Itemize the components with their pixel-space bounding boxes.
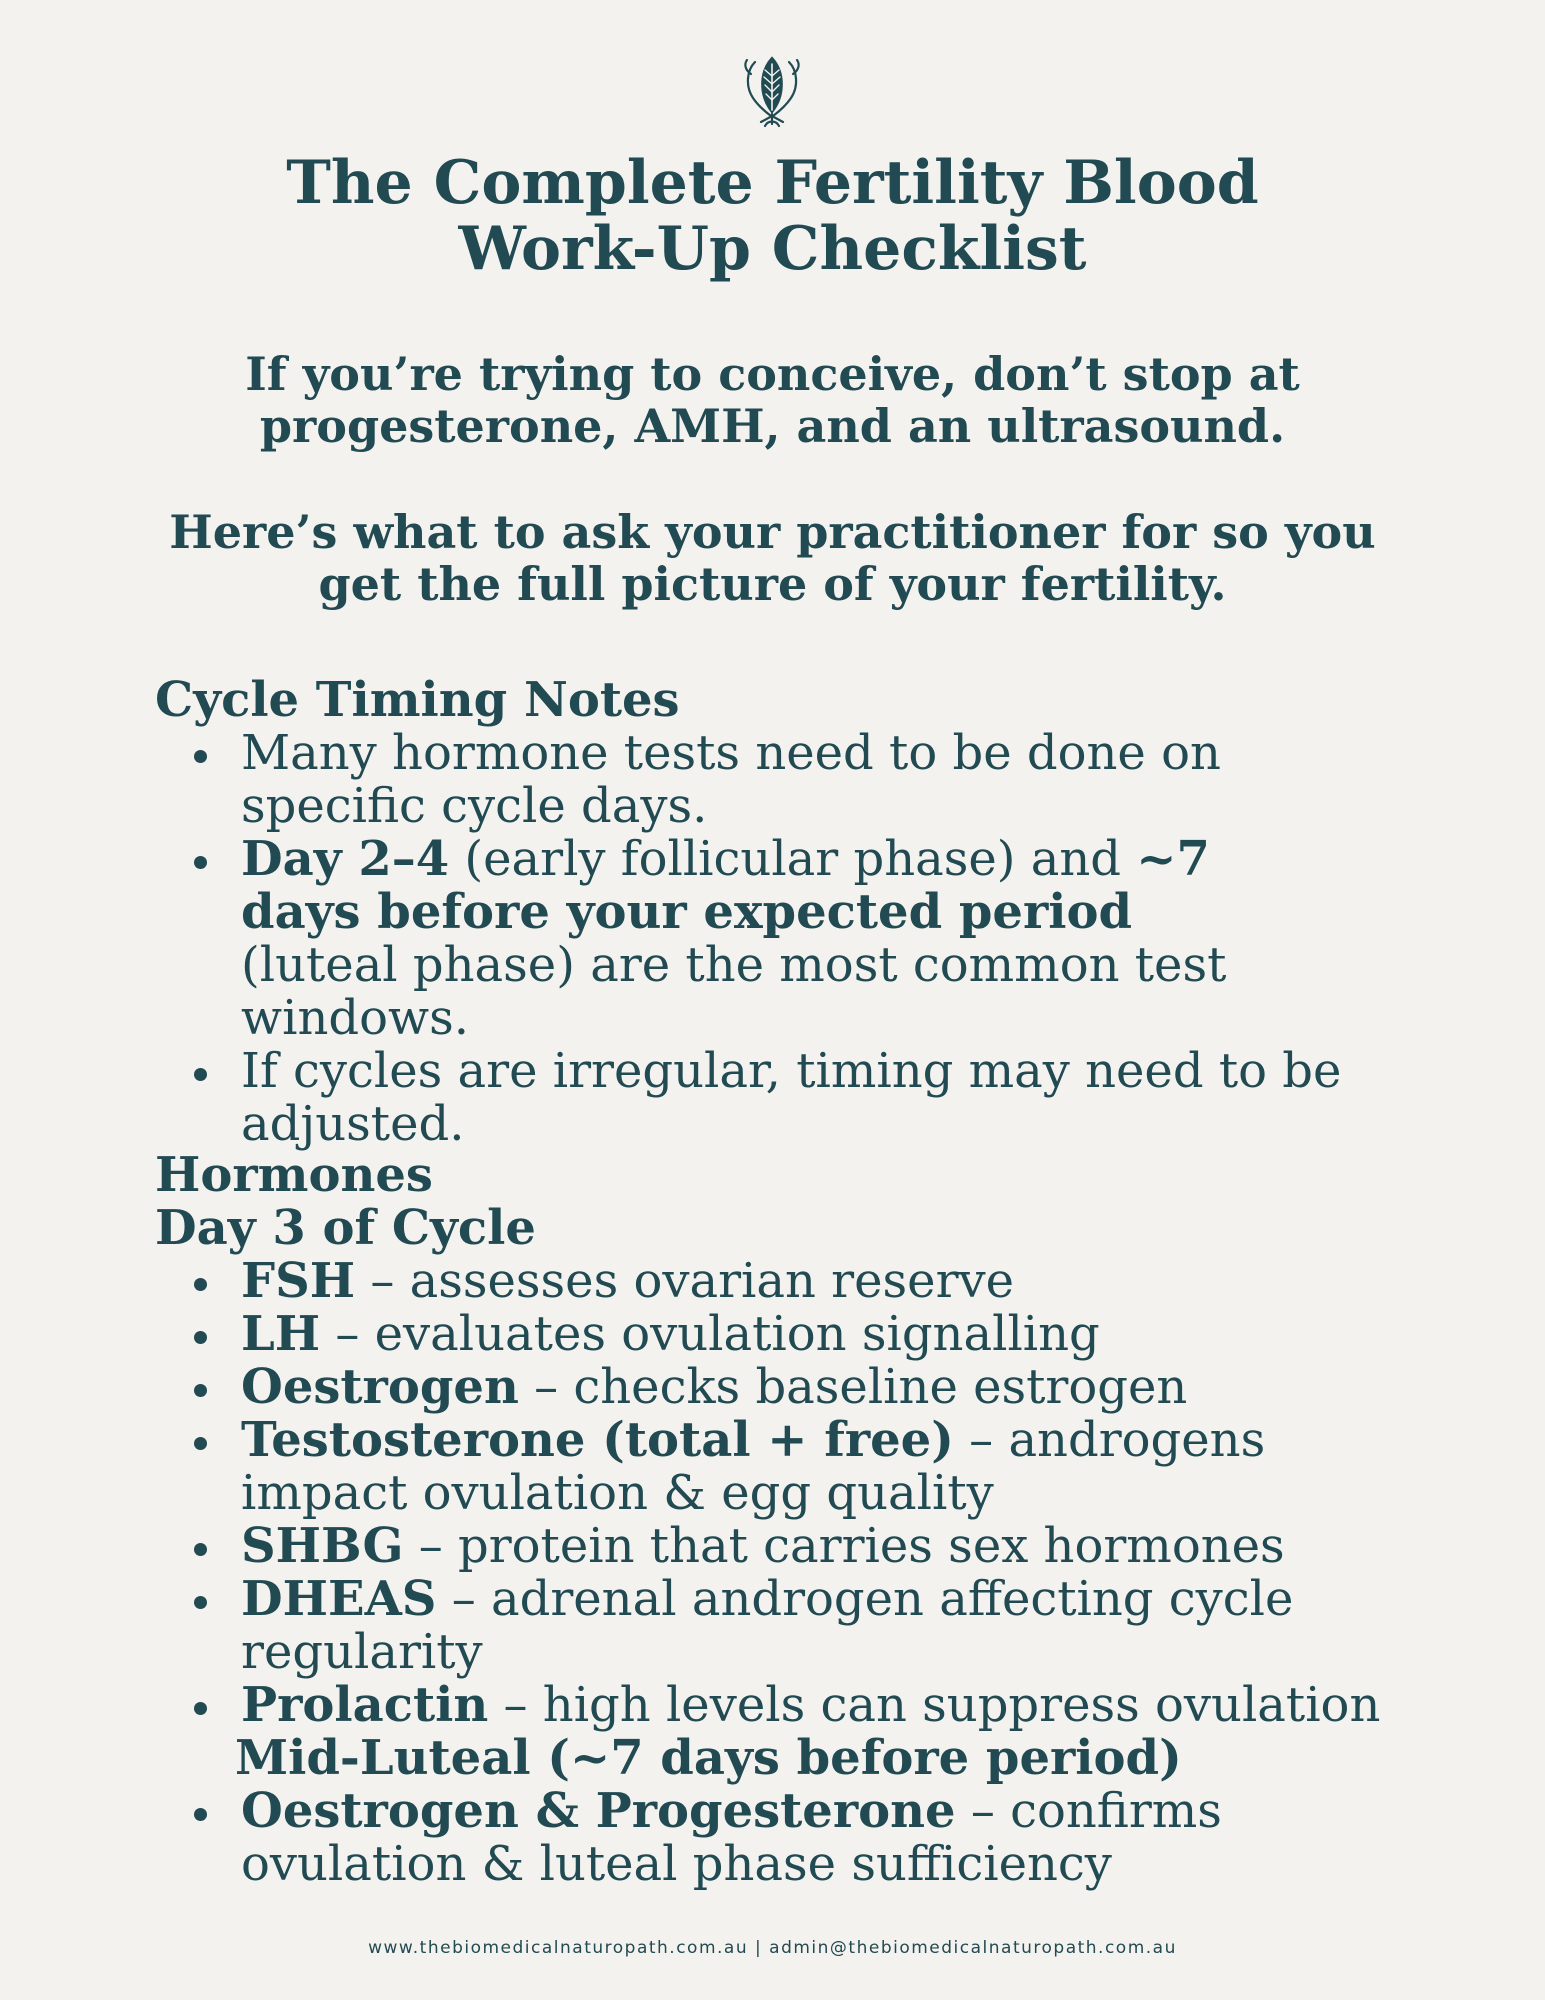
item-text: – androgens impact ovulation & egg quality <box>241 1412 1266 1521</box>
cycle-timing-section <box>155 674 1415 1151</box>
list-item <box>155 1520 1415 1573</box>
item-text: – assesses ovarian reserve <box>355 1253 1015 1309</box>
footer-contact: www.thebiomedicalnaturopath.com.au | admin@thebiomedicalnaturopath.com.au <box>368 1938 1177 1958</box>
list-item <box>155 1414 1415 1520</box>
item-text: – evaluates ovulation signalling <box>320 1306 1100 1362</box>
list-item <box>155 1308 1415 1361</box>
intro-line-3: Here’s what to ask your practitioner for so you <box>169 505 1376 559</box>
list-item <box>155 1045 1381 1151</box>
item-text: (early follicular phase) and <box>449 831 1137 887</box>
item-bold: FSH <box>241 1253 356 1309</box>
item-bold: Testosterone (total + free) <box>241 1412 954 1468</box>
intro-line-2: progesterone, AMH, and an ultrasound. <box>259 399 1286 453</box>
list-item <box>155 1679 1415 1732</box>
item-text: – protein that carries sex hormones <box>403 1518 1285 1574</box>
item-bold: ~7 days before your expected period <box>241 831 1210 940</box>
item-text: Many hormone tests need to be done on specific cycle days. <box>241 725 1221 834</box>
title-line-2: Work-Up Checklist <box>458 214 1087 284</box>
item-text: – high levels can suppress ovulation <box>488 1677 1381 1733</box>
day3-list <box>155 1255 1415 1732</box>
item-text: – adrenal androgen affecting cycle regularity <box>241 1571 1294 1680</box>
page-title <box>0 150 1545 282</box>
item-text: If cycles are irregular, timing may need to be adjusted. <box>241 1043 1342 1152</box>
item-bold: LH <box>241 1306 321 1362</box>
item-bold: SHBG <box>241 1518 404 1574</box>
list-item <box>155 727 1301 833</box>
item-bold: Oestrogen & Progesterone <box>241 1783 956 1839</box>
list-item <box>155 1361 1415 1414</box>
list-item <box>155 1785 1261 1891</box>
day3-heading: Day 3 of Cycle <box>155 1200 536 1256</box>
item-text: – checks baseline estrogen <box>518 1359 1188 1415</box>
cycle-timing-list <box>155 727 1415 1151</box>
list-item <box>155 833 1301 1045</box>
intro-subtitle-2 <box>130 506 1415 610</box>
item-bold: Day 2–4 <box>241 831 450 887</box>
list-item <box>155 1573 1341 1679</box>
intro-line-4: get the full picture of your fertility. <box>318 557 1227 611</box>
cycle-timing-heading: Cycle Timing Notes <box>155 672 680 728</box>
leaf-crest-icon <box>741 52 803 132</box>
list-item <box>155 1255 1415 1308</box>
hormones-heading: Hormones <box>155 1147 433 1203</box>
item-text: – confirms ovulation & luteal phase sufficiency <box>241 1783 1222 1892</box>
luteal-list <box>155 1785 1415 1891</box>
luteal-heading: Mid-Luteal (~7 days before period) <box>235 1730 1182 1786</box>
intro-subtitle-1 <box>130 348 1415 452</box>
item-bold: Oestrogen <box>241 1359 519 1415</box>
item-text: (luteal phase) are the most common test windows. <box>241 937 1227 1046</box>
item-bold: DHEAS <box>241 1571 437 1627</box>
intro-line-1: If you’re trying to conceive, don’t stop at <box>245 347 1300 401</box>
item-bold: Prolactin <box>241 1677 489 1733</box>
hormones-section <box>155 1149 1415 1891</box>
title-line-1: The Complete Fertility Blood <box>286 148 1259 218</box>
